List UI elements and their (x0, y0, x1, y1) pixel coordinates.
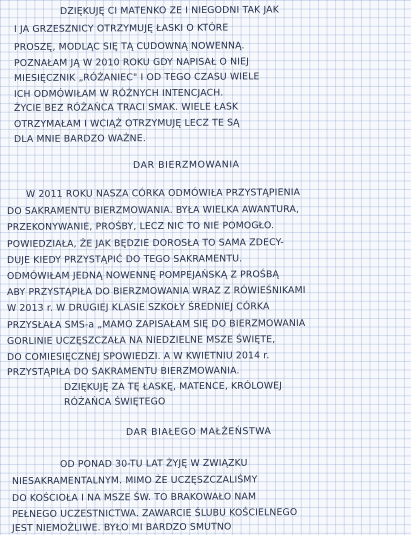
text-line: I JA GRZESZNICY OTRZYMUJĘ ŁASKI O KTÓRE (13, 22, 229, 35)
text-line: DZIĘKUJĘ CI MATENKO ZE I NIEGODNI TAK JAK (59, 4, 279, 17)
text-line: ICH ODMÓWIŁAM W RÓŻNYCH INTENCJACH. (13, 87, 224, 100)
text-line: W 2011 ROKU NASZA CÓRKA ODMÓWIŁA PRZYSTĄPIENIA (25, 187, 301, 200)
section-heading: DAR BIERZMOWANIA (132, 159, 240, 171)
text-line: JEST NIEMOŻLIWE. BYŁO MI BARDZO SMUTNO (11, 521, 232, 534)
text-line: DO KOŚCIOŁA I NA MSZE ŚW. TO BRAKOWAŁO NAM (11, 491, 257, 504)
text-line: MIESIĘCZNIK „RÓŻANIEC" I OD TEGO CZASU WIELE (13, 71, 260, 84)
text-line: GORLINIE UCZĘSZCZAŁA NA NIEDZIELNE MSZE ŚWIĘTE, (6, 334, 276, 347)
text-line: PRZYSŁAŁA SMS-a „MAMO ZAPISAŁAM SIĘ DO BIERZMOWANIA (6, 317, 306, 331)
text-line: DUJE KIEDY PRZYSTĄPIĆ DO TEGO SAKRAMENTU. (6, 253, 243, 266)
text-line: DO COMIESIĘCZNEJ SPOWIEDZI. A W KWIETNIU 2014 r. (6, 350, 270, 363)
text-line: PRZEKONYWANIE, PROŚBY, LECZ NIC TO NIE POMOGŁO. (6, 220, 275, 233)
text-line: PEŁNEGO UCZESTNICTWA. ZAWARCIE ŚLUBU KOŚCIELNEGO (11, 507, 298, 520)
text-line: DLA MNIE BARDZO WAŻNE. (13, 133, 146, 145)
text-line: ODMÓWIŁAM JEDNĄ NOWENNĘ POMPEJAŃSKĄ Z PROŚBĄ (6, 269, 280, 282)
text-line: PROSZĘ, MODLĄC SIĘ TĄ CUDOWNĄ NOWENNĄ. (13, 40, 245, 53)
text-line: DZIĘKUJĘ ZA TĘ ŁASKĘ, MATENCE, KRÓLOWEJ (63, 380, 283, 393)
text-line: ŻYCIE BEZ RÓŻAŃCA TRACI SMAK. WIELE ŁASK (13, 101, 239, 114)
text-line: OD PONAD 30-TU LAT ŻYJĘ W ZWIĄZKU (59, 457, 248, 470)
text-line: POZNAŁAM JĄ W 2010 ROKU GDY NAPISAŁ O NIEJ (13, 56, 250, 69)
text-line: NIESAKRAMENTALNYM. MIMO ŻE UCZĘSZCZALIŚMY (11, 474, 258, 487)
text-line: POWIEDZIAŁA, ŻE JAK BĘDZIE DOROSŁA TO SAMA ZDECY- (6, 237, 284, 250)
text-line: DO SAKRAMENTU BIERZMOWANIA. BYŁA WIELKA AWANTURA, (6, 203, 300, 217)
text-line: RÓŻAŃCA ŚWIĘTEGO (63, 396, 166, 408)
section-heading: DAR BIAŁEGO MAŁŻEŃSTWA (125, 425, 272, 438)
text-line: OTRZYMAŁAM I WCIĄŻ OTRZYMUJĘ LECZ TE SĄ (13, 117, 240, 130)
text-line: W 2013 r. W DRUGIEJ KLASIE SZKOŁY ŚREDNIEJ CÓRKA (6, 301, 270, 314)
text-line: ABY PRZYSTĄPIŁA DO BIERZMOWANIA WRAZ Z RÓWIEŚNIKAMI (6, 284, 306, 298)
text-line: PRZYSTĄPIŁA DO SAKRAMENTU BIERZMOWANIA. (6, 365, 240, 378)
